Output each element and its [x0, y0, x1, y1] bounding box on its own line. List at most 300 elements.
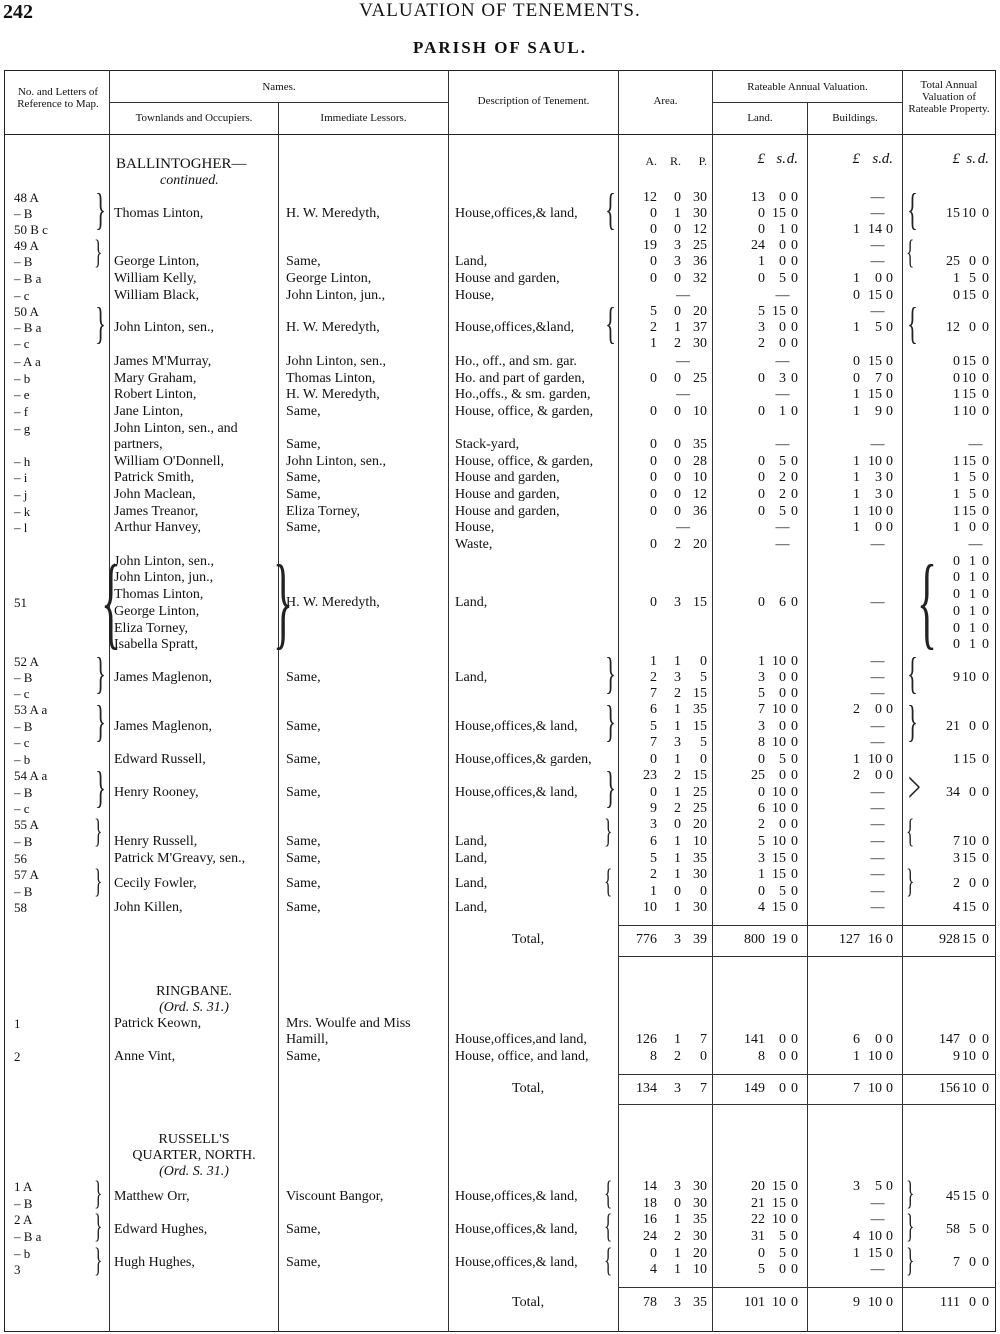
area-value: 20	[693, 817, 707, 832]
section-title-ringbane: RINGBANE.	[156, 984, 232, 999]
lessor-name: Same,	[286, 1255, 321, 1270]
area-value: 32	[693, 271, 707, 286]
total-value: 0	[953, 354, 960, 369]
total-value: 3	[953, 851, 960, 866]
buildings-value: 5	[875, 1179, 882, 1194]
area-value: 7	[650, 735, 657, 750]
total-value: 1	[969, 587, 976, 602]
dash-mark: —	[676, 387, 690, 402]
total-value: 0	[982, 604, 989, 619]
brace: }	[906, 1175, 915, 1212]
tenement-description: Land,	[455, 595, 488, 610]
buildings-value: 1	[853, 222, 860, 237]
total-value: 9	[953, 670, 960, 685]
land-value: 0	[791, 1212, 798, 1227]
area-value: 776	[636, 932, 657, 947]
total-value: 15	[962, 387, 976, 402]
land-value: 1	[758, 867, 765, 882]
buildings-value: 15	[868, 354, 882, 369]
land-value: 0	[758, 487, 765, 502]
land-value: 149	[744, 1081, 765, 1096]
total-label: Total,	[512, 1295, 545, 1310]
area-value: 0	[650, 206, 657, 221]
map-reference: – B	[14, 719, 33, 734]
lessor-name: Same,	[286, 404, 321, 419]
buildings-value: 0	[853, 288, 860, 303]
map-reference: – h	[14, 454, 31, 469]
total-value: 12	[946, 320, 960, 335]
lessor-name: Same,	[286, 437, 321, 452]
buildings-value: 0	[875, 768, 882, 783]
area-value: 2	[674, 686, 681, 701]
unit-label-money: d.	[786, 151, 798, 167]
area-value: 12	[643, 190, 657, 205]
area-value: 3	[674, 1179, 681, 1194]
land-value: 10	[772, 735, 786, 750]
lessor-name: Same,	[286, 719, 321, 734]
lessor-name: Mrs. Woulfe and Miss	[286, 1016, 411, 1031]
dash-mark: —	[870, 190, 885, 205]
area-value: 36	[693, 254, 707, 269]
occupier-name: John Maclean,	[114, 487, 196, 502]
land-value: 0	[791, 470, 798, 485]
buildings-value: 2	[853, 702, 860, 717]
land-value: 0	[791, 595, 798, 610]
area-value: 1	[674, 1212, 681, 1227]
land-value: 5	[758, 686, 765, 701]
land-value: 0	[758, 884, 765, 899]
area-value: 0	[650, 371, 657, 386]
land-value: 2	[779, 470, 786, 485]
area-value: 12	[693, 222, 707, 237]
brace: }	[272, 544, 293, 659]
land-value: 1	[758, 254, 765, 269]
header-area: Area.	[653, 95, 678, 107]
area-value: 36	[693, 504, 707, 519]
dash-mark: —	[870, 735, 885, 750]
map-reference: – B a	[14, 271, 42, 286]
tenement-description: Stack-yard,	[455, 437, 520, 452]
buildings-value: 0	[886, 752, 893, 767]
area-value: 7	[700, 1081, 707, 1096]
header-land: Land.	[747, 112, 773, 124]
lessor-name: Same,	[286, 785, 321, 800]
buildings-value: 0	[886, 1049, 893, 1064]
land-value: 5	[758, 304, 765, 319]
total-value: 0	[969, 1295, 976, 1310]
land-value: 31	[751, 1229, 765, 1244]
dash-mark: —	[870, 851, 885, 866]
tenement-description: House,offices,& land,	[455, 206, 578, 221]
buildings-value: 0	[886, 487, 893, 502]
dash-mark: —	[870, 595, 885, 610]
land-value: 0	[791, 1032, 798, 1047]
brace: }	[94, 1175, 103, 1212]
buildings-value: 5	[875, 320, 882, 335]
total-value: 0	[982, 1049, 989, 1064]
dash-mark: —	[870, 884, 885, 899]
land-value: 0	[779, 768, 786, 783]
section-title-russells: RUSSELL'S	[158, 1132, 230, 1147]
map-reference: – B	[14, 1196, 33, 1211]
section-title-russells-2: QUARTER, NORTH.	[132, 1148, 256, 1163]
area-value: 1	[674, 1262, 681, 1277]
brace: }	[94, 234, 103, 271]
tenement-description: House,offices,& land,	[455, 1189, 578, 1204]
area-value: 3	[674, 1081, 681, 1096]
total-value: 0	[982, 470, 989, 485]
total-value: 10	[962, 404, 976, 419]
area-value: 30	[693, 336, 707, 351]
occupier-name: Matthew Orr,	[114, 1189, 190, 1204]
area-value: 1	[674, 1032, 681, 1047]
total-value: 0	[982, 851, 989, 866]
tenement-description: House and garden,	[455, 504, 560, 519]
total-value: 1	[969, 604, 976, 619]
land-value: 0	[791, 238, 798, 253]
map-reference: 57 A	[14, 867, 39, 882]
total-value: 0	[982, 1189, 989, 1204]
brace: {	[604, 1242, 613, 1279]
occupier-name: Robert Linton,	[114, 387, 197, 402]
lessor-name: Same,	[286, 876, 321, 891]
total-value: 0	[982, 454, 989, 469]
buildings-value: 2	[853, 768, 860, 783]
land-value: 15	[772, 867, 786, 882]
map-reference: – e	[14, 387, 30, 402]
buildings-value: 1	[853, 454, 860, 469]
buildings-value: 0	[886, 320, 893, 335]
area-value: 2	[674, 336, 681, 351]
parish-title: PARISH OF SAUL.	[412, 38, 588, 57]
buildings-value: 10	[868, 1049, 882, 1064]
buildings-value: 0	[886, 470, 893, 485]
area-value: 0	[700, 654, 707, 669]
brace: }	[605, 697, 616, 746]
brace: {	[907, 649, 918, 698]
land-value: 10	[772, 702, 786, 717]
map-reference: – j	[14, 487, 28, 502]
land-value: 0	[758, 595, 765, 610]
buildings-value: 1	[853, 504, 860, 519]
lessor-name: Hamill,	[286, 1032, 329, 1047]
area-value: 0	[650, 1246, 657, 1261]
area-value: 2	[650, 670, 657, 685]
map-reference: – B	[14, 884, 33, 899]
map-reference: – B	[14, 670, 33, 685]
buildings-value: 1	[853, 320, 860, 335]
total-value: 25	[946, 254, 960, 269]
land-value: 5	[779, 752, 786, 767]
dash-mark: —	[870, 537, 885, 552]
land-value: 0	[791, 371, 798, 386]
lessor-name: Same,	[286, 1049, 321, 1064]
header-description: Description of Tenement.	[477, 95, 590, 107]
tenement-description: House,offices,& garden,	[455, 752, 592, 767]
land-value: 10	[772, 654, 786, 669]
area-value: 2	[674, 1049, 681, 1064]
area-value: 24	[643, 1229, 657, 1244]
buildings-value: 15	[868, 1246, 882, 1261]
land-value: 10	[772, 1295, 786, 1310]
buildings-value: 1	[853, 271, 860, 286]
land-value: 7	[758, 702, 765, 717]
land-value: 0	[758, 222, 765, 237]
page-header	[0, 0, 1000, 70]
total-value: 45	[946, 1189, 960, 1204]
occupier-name: Arthur Hanvey,	[114, 520, 201, 535]
area-value: 0	[700, 884, 707, 899]
land-value: 0	[758, 785, 765, 800]
dash-mark: —	[870, 817, 885, 832]
lessor-name: H. W. Meredyth,	[286, 387, 380, 402]
area-value: 3	[674, 238, 681, 253]
buildings-value: 0	[886, 1229, 893, 1244]
total-value: 0	[982, 1222, 989, 1237]
buildings-value: 3	[875, 470, 882, 485]
total-value: 0	[982, 900, 989, 915]
total-value: 7	[953, 834, 960, 849]
land-value: 19	[772, 932, 786, 947]
land-value: 8	[758, 1049, 765, 1064]
lessor-name: Eliza Torney,	[286, 504, 361, 519]
area-value: 10	[693, 834, 707, 849]
occupier-name: Anne Vint,	[114, 1049, 176, 1064]
area-value: 1	[674, 900, 681, 915]
land-value: 0	[791, 752, 798, 767]
occupier-name: Patrick Keown,	[114, 1016, 202, 1031]
header-lessors: Immediate Lessors.	[320, 112, 407, 124]
total-value: 0	[982, 932, 989, 947]
brace: {	[604, 863, 613, 900]
area-value: 35	[693, 1212, 707, 1227]
brace: }	[95, 649, 106, 698]
col-rule-area	[712, 70, 713, 1332]
land-value: 0	[791, 932, 798, 947]
area-value: 2	[674, 537, 681, 552]
area-value: 0	[650, 454, 657, 469]
total-value: 0	[969, 1255, 976, 1270]
area-value: 0	[674, 222, 681, 237]
area-value: 1	[650, 654, 657, 669]
unit-label-money: £	[952, 151, 960, 167]
land-value: 6	[779, 595, 786, 610]
area-value: 5	[650, 304, 657, 319]
buildings-value: 0	[853, 354, 860, 369]
map-reference: 50 B c	[14, 222, 48, 237]
brace: {	[907, 185, 918, 234]
total-label: Total,	[512, 932, 545, 947]
unit-label-area: R.	[669, 154, 681, 168]
area-value: 0	[674, 371, 681, 386]
area-value: 1	[674, 719, 681, 734]
buildings-value: 1	[853, 752, 860, 767]
total-value: 0	[982, 834, 989, 849]
tenement-description: House,offices,& land,	[455, 719, 578, 734]
area-value: 0	[674, 454, 681, 469]
map-reference: – b	[14, 1246, 31, 1261]
unit-label-money: d.	[881, 151, 893, 167]
total-value: 0	[969, 1032, 976, 1047]
header-townlands: Townlands and Occupiers.	[135, 112, 253, 124]
area-value: 12	[693, 487, 707, 502]
tenement-description: Land,	[455, 670, 488, 685]
land-value: 25	[751, 768, 765, 783]
area-value: 0	[650, 437, 657, 452]
area-value: 0	[650, 595, 657, 610]
occupier-name: Edward Hughes,	[114, 1222, 208, 1237]
total-value: 0	[982, 271, 989, 286]
dash-mark: —	[870, 719, 885, 734]
total-value: 0	[982, 487, 989, 502]
buildings-value: 1	[853, 470, 860, 485]
area-value: 15	[693, 768, 707, 783]
map-reference: 53 A a	[14, 702, 48, 717]
land-value: 8	[758, 735, 765, 750]
map-reference: – B a	[14, 1229, 42, 1244]
area-value: 5	[700, 670, 707, 685]
land-value: 0	[791, 454, 798, 469]
area-value: 1	[674, 851, 681, 866]
land-value: 0	[779, 1032, 786, 1047]
total-value: 147	[939, 1032, 960, 1047]
total-value: 1	[953, 387, 960, 402]
land-value: 0	[791, 320, 798, 335]
area-value: 0	[700, 752, 707, 767]
area-value: 30	[693, 190, 707, 205]
area-value: 1	[674, 654, 681, 669]
header-total: Total Annual Valuation of Rateable Property.	[908, 79, 990, 115]
buildings-value: 15	[868, 387, 882, 402]
total-rule-2	[618, 1074, 996, 1075]
total-value: 0	[982, 1255, 989, 1270]
area-value: 134	[636, 1081, 657, 1096]
land-value: 2	[758, 817, 765, 832]
total-value: 0	[982, 504, 989, 519]
buildings-value: 16	[868, 932, 882, 947]
land-value: 5	[779, 454, 786, 469]
total-value: 5	[969, 1222, 976, 1237]
brace: {	[100, 544, 121, 659]
buildings-value: 0	[853, 371, 860, 386]
tenement-description: House and garden,	[455, 470, 560, 485]
dash-mark: —	[968, 437, 983, 452]
land-value: 0	[779, 254, 786, 269]
land-value: 0	[791, 1246, 798, 1261]
land-value: 0	[791, 654, 798, 669]
land-value: 0	[791, 884, 798, 899]
area-value: 35	[693, 437, 707, 452]
map-reference: 1	[14, 1016, 21, 1031]
area-value: 5	[650, 719, 657, 734]
map-reference: – c	[14, 801, 30, 816]
buildings-value: 4	[853, 1229, 860, 1244]
header-ref: No. and Letters of Reference to Map.	[17, 86, 99, 110]
land-value: 0	[791, 851, 798, 866]
land-value: 0	[758, 454, 765, 469]
total-value: 21	[946, 719, 960, 734]
land-value: 1	[758, 654, 765, 669]
header-buildings: Buildings.	[832, 112, 878, 124]
occupier-name: Thomas Linton,	[114, 206, 204, 221]
total-value: 5	[969, 487, 976, 502]
brace: {	[605, 299, 616, 348]
dash-mark: —	[870, 834, 885, 849]
buildings-value: 0	[886, 454, 893, 469]
lessor-name: Same,	[286, 900, 321, 915]
occupier-name: Mary Graham,	[114, 371, 197, 386]
land-value: 0	[791, 254, 798, 269]
buildings-value: 0	[886, 271, 893, 286]
land-value: 5	[779, 271, 786, 286]
occupier-name: James Maglenon,	[114, 719, 212, 734]
section-title-ballintogher: BALLINTOGHER—	[116, 156, 247, 172]
lessor-name: Same,	[286, 487, 321, 502]
land-value: 0	[791, 206, 798, 221]
total-value: 928	[939, 932, 960, 947]
land-value: 0	[791, 1049, 798, 1064]
lessor-name: Same,	[286, 254, 321, 269]
area-value: 30	[693, 900, 707, 915]
dash-mark: —	[775, 437, 790, 452]
buildings-value: 0	[886, 702, 893, 717]
area-value: 0	[674, 190, 681, 205]
total-value: 15	[962, 900, 976, 915]
total-value: 0	[982, 554, 989, 569]
land-value: 20	[751, 1179, 765, 1194]
total-value: 15	[962, 752, 976, 767]
col-rule-buildings	[902, 70, 903, 1332]
land-value: 0	[791, 1179, 798, 1194]
map-reference: – B	[14, 785, 33, 800]
dash-mark: —	[676, 288, 690, 303]
land-value: 10	[772, 801, 786, 816]
total-value: 10	[962, 670, 976, 685]
lessor-name: George Linton,	[286, 271, 372, 286]
dash-mark: —	[775, 387, 790, 402]
occupier-name: Jane Linton,	[114, 404, 184, 419]
total-value: 4	[953, 900, 960, 915]
total-value: 0	[953, 604, 960, 619]
buildings-value: 14	[868, 222, 882, 237]
col-rule-desc	[618, 70, 619, 1332]
land-value: 0	[779, 1262, 786, 1277]
lessor-name: Same,	[286, 470, 321, 485]
dash-mark: —	[870, 437, 885, 452]
occupier-name: Henry Rooney,	[114, 785, 199, 800]
dash-mark: —	[870, 1262, 885, 1277]
total-value: 1	[953, 520, 960, 535]
dash-mark: —	[775, 288, 790, 303]
total-rule-2b	[618, 1104, 996, 1105]
lessor-name: John Linton, jun.,	[286, 288, 386, 303]
area-value: 7	[650, 686, 657, 701]
section-subtitle-ringbane: (Ord. S. 31.)	[159, 1000, 229, 1015]
dash-mark: —	[870, 1212, 885, 1227]
tenement-description: House and garden,	[455, 271, 560, 286]
area-value: 0	[650, 404, 657, 419]
total-value: 2	[953, 876, 960, 891]
buildings-value: 0	[886, 768, 893, 783]
total-value: 0	[953, 570, 960, 585]
land-value: 2	[779, 487, 786, 502]
area-value: 0	[700, 1049, 707, 1064]
land-value: 0	[791, 336, 798, 351]
total-value: 156	[939, 1081, 960, 1096]
unit-label-area: A.	[645, 154, 657, 168]
total-value: 1	[953, 454, 960, 469]
land-value: 0	[779, 670, 786, 685]
